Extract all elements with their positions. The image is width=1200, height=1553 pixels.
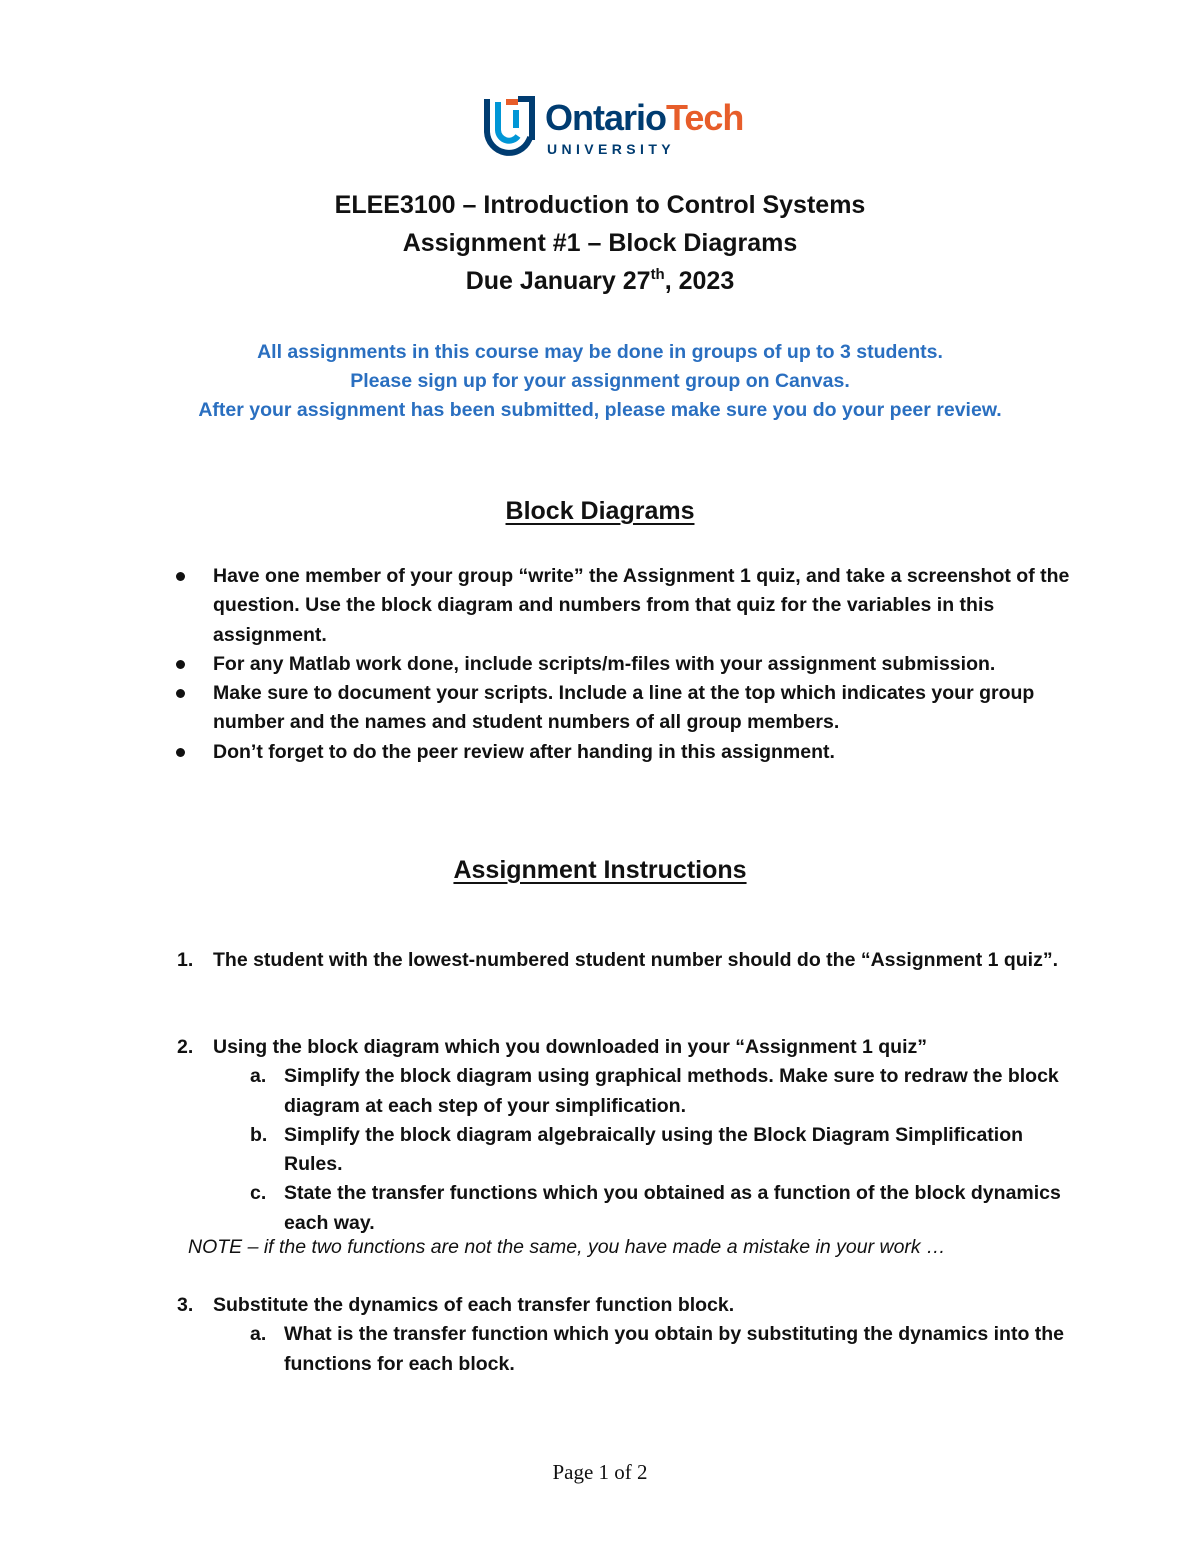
note-warning: NOTE – if the two functions are not the same, you have made a mistake in your work … — [188, 1236, 946, 1258]
group-notes — [0, 338, 1200, 425]
instruction-number: 3. — [177, 1294, 194, 1316]
course-title: ELEE3100 – Introduction to Control Systems — [334, 191, 866, 219]
sub-item — [172, 1320, 1072, 1379]
list-item: Make sure to document your scripts. Include a line at the top which indicates your group number and the names and student numbers of all group members. — [172, 679, 1072, 738]
instructions-heading: Assignment Instructions — [453, 856, 747, 884]
block-diagrams-section — [0, 495, 1200, 527]
sub-item-letter: c. — [250, 1182, 267, 1205]
due-date-superscript: th — [650, 266, 665, 283]
list-item: Have one member of your group “write” the Assignment 1 quiz, and take a screenshot of the question. Use the block diagram and numbers from that quiz for the variables in this assignment. — [172, 562, 1072, 650]
title-block — [0, 186, 1200, 300]
sub-item — [172, 1121, 1072, 1180]
logo-word-ontario: Ontario — [545, 97, 667, 138]
assignment-title: Assignment #1 – Block Diagrams — [402, 229, 798, 257]
note-line: All assignments in this course may be done in groups of up to 3 students. — [257, 341, 943, 363]
note-line: Please sign up for your assignment group on Canvas. — [350, 370, 850, 392]
logo-mark-icon — [484, 96, 540, 158]
sub-item-letter: a. — [250, 1323, 267, 1346]
block-diagrams-list — [172, 562, 1072, 767]
instruction-text: The student with the lowest-numbered student number should do the “Assignment 1 quiz”. — [213, 949, 1059, 971]
instruction-number: 1. — [177, 949, 194, 971]
due-date-suffix: , 2023 — [664, 267, 735, 295]
sub-item-text: State the transfer functions which you obtained as a function of the block dynamics each way. — [284, 1182, 1061, 1234]
sub-item-letter: a. — [250, 1065, 267, 1088]
sub-item-text: Simplify the block diagram algebraically using the Block Diagram Simplification Rules. — [284, 1123, 1024, 1176]
page-number: Page 1 of 2 — [552, 1460, 648, 1484]
instruction-row — [172, 946, 1072, 975]
instruction-text: Substitute the dynamics of each transfer function block. — [213, 1294, 735, 1316]
due-date-prefix: Due January 27 — [465, 267, 651, 295]
instruction-item-2 — [172, 1033, 1072, 1238]
logo-word-tech: Tech — [666, 97, 744, 138]
university-logo — [484, 96, 764, 162]
instruction-row — [172, 1033, 1072, 1062]
block-diagrams-heading: Block Diagrams — [505, 497, 695, 525]
sub-item-letter: b. — [250, 1123, 268, 1146]
instruction-row — [172, 1291, 1072, 1320]
instructions-section — [0, 854, 1200, 886]
list-item: For any Matlab work done, include scripts/m-files with your assignment submission. — [172, 650, 1072, 679]
note-line: After your assignment has been submitted, please make sure you do your peer review. — [198, 399, 1002, 421]
logo-wordmark — [545, 98, 743, 138]
sub-item — [172, 1179, 1072, 1238]
sub-item-text: What is the transfer function which you obtain by substituting the dynamics into the functions for each block. — [284, 1323, 1065, 1375]
instruction-text: Using the block diagram which you downloaded in your “Assignment 1 quiz” — [213, 1036, 927, 1058]
due-date — [0, 262, 1200, 300]
instruction-item-1 — [172, 946, 1072, 975]
list-item: Don’t forget to do the peer review after handing in this assignment. — [172, 738, 1072, 767]
logo-university-text: UNIVERSITY — [547, 141, 676, 157]
sub-item — [172, 1062, 1072, 1121]
sub-item-text: Simplify the block diagram using graphical methods. Make sure to redraw the block diagram at each step of your simplification. — [284, 1065, 1059, 1117]
instruction-number: 2. — [177, 1036, 194, 1058]
instruction-item-3 — [172, 1291, 1072, 1379]
